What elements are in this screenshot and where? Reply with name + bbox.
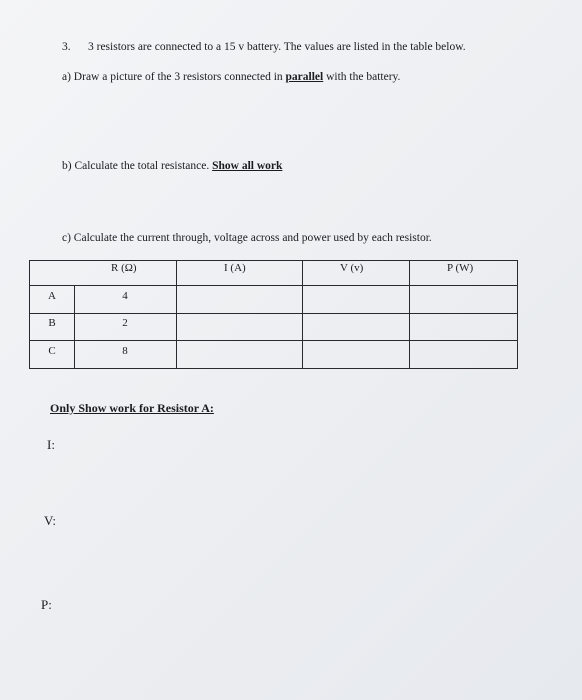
header-power: P (W) bbox=[447, 262, 474, 274]
row-b-resistance: 2 bbox=[122, 317, 128, 329]
current-label: I: bbox=[47, 437, 55, 452]
table-divider bbox=[302, 261, 303, 368]
table-divider bbox=[30, 313, 517, 314]
part-a-suffix: with the battery. bbox=[323, 71, 401, 83]
part-b-prompt bbox=[62, 160, 282, 172]
row-a-resistance: 4 bbox=[122, 290, 128, 302]
table-divider bbox=[30, 285, 517, 286]
question-intro: 3 resistors are connected to a 15 v battery. The values are listed in the table below. bbox=[88, 41, 466, 53]
header-current: I (A) bbox=[224, 262, 246, 274]
voltage-label: V: bbox=[44, 513, 57, 528]
part-b-emphasis: Show all work bbox=[212, 160, 283, 172]
question-number: 3. bbox=[62, 41, 71, 53]
table-divider bbox=[409, 261, 410, 368]
row-b-name: B bbox=[48, 317, 56, 329]
row-c-resistance: 8 bbox=[122, 345, 128, 357]
part-a-emphasis: parallel bbox=[285, 71, 324, 83]
header-resistance: R (Ω) bbox=[111, 262, 137, 274]
header-voltage: V (v) bbox=[340, 262, 364, 274]
part-a-prefix: a) Draw a picture of the 3 resistors connected in bbox=[62, 71, 286, 83]
table-divider bbox=[30, 340, 517, 341]
part-c-prompt: c) Calculate the current through, voltage across and power used by each resistor. bbox=[62, 232, 432, 244]
part-b-prefix: b) Calculate the total resistance. bbox=[62, 160, 213, 172]
resistor-table bbox=[29, 260, 518, 369]
table-divider bbox=[176, 261, 177, 368]
power-label: P: bbox=[41, 597, 52, 612]
row-a-name: A bbox=[48, 290, 56, 302]
row-c-name: C bbox=[48, 345, 56, 357]
part-a-prompt bbox=[62, 71, 400, 83]
resistor-a-work-heading: Only Show work for Resistor A: bbox=[50, 401, 214, 415]
